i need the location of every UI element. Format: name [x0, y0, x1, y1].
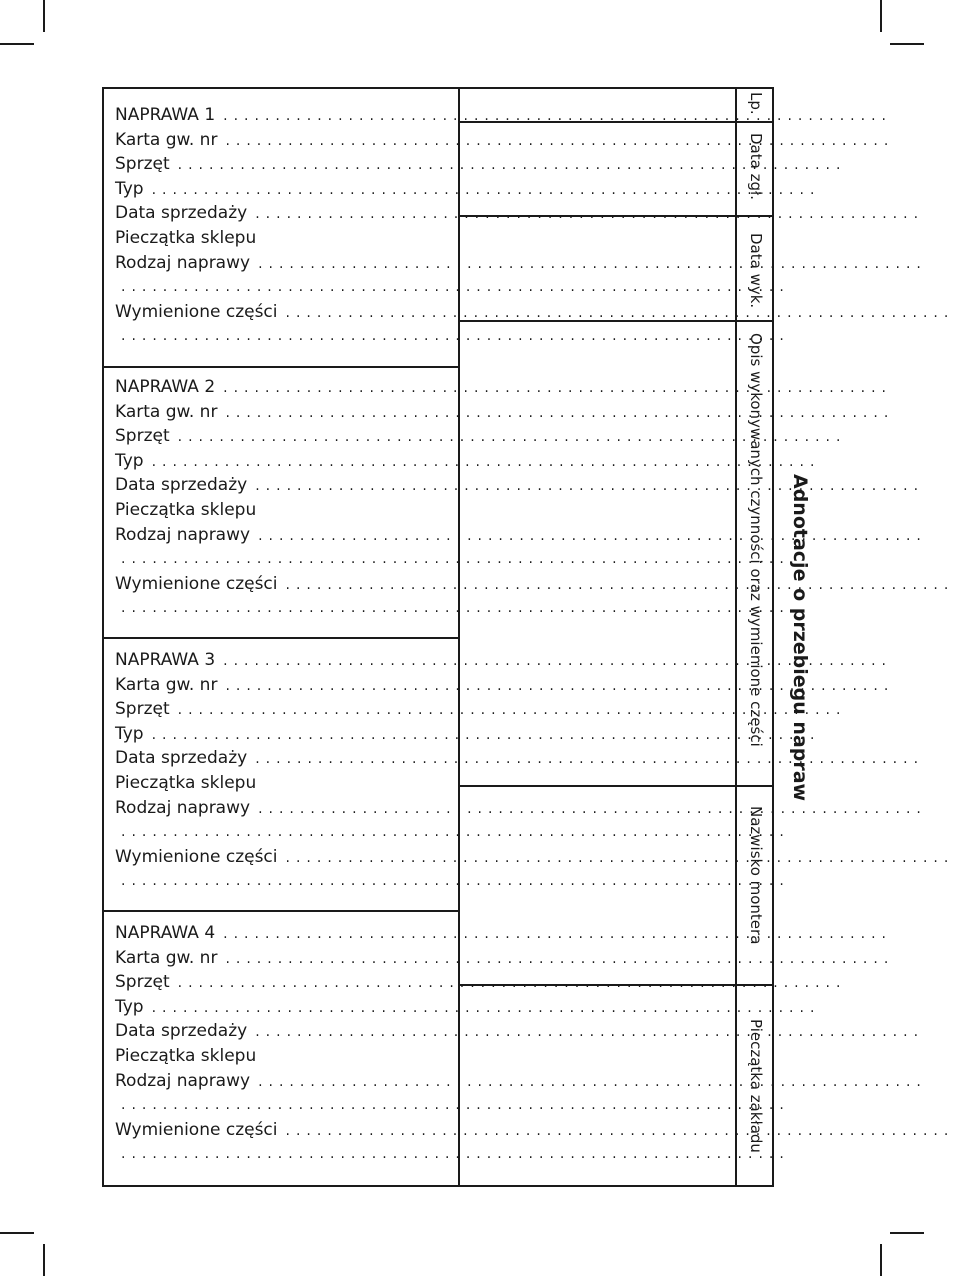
repair-heading	[115, 921, 892, 946]
replaced-parts-field-label: Wymienione części	[115, 846, 278, 867]
repair-type-continuation[interactable]	[115, 275, 790, 300]
repair-heading-label: NAPRAWA 3	[115, 650, 216, 670]
type-field-label: Typ	[115, 178, 144, 199]
shop-stamp-field	[115, 1044, 418, 1069]
type-field-label: Typ	[115, 996, 144, 1017]
type-field	[115, 995, 821, 1020]
shop-stamp-field	[115, 226, 418, 251]
dot-leader[interactable]: ................................................................	[285, 849, 954, 866]
dot-leader[interactable]: ................................................................	[285, 1122, 954, 1139]
column-label-opis: Opis wykonywanych czynności oraz wymienione części	[747, 333, 765, 747]
repair-type-continuation[interactable]	[115, 547, 790, 572]
type-field-label: Typ	[115, 723, 144, 744]
crop-mark	[0, 1232, 34, 1234]
dot-leader[interactable]: ................................................................	[177, 429, 847, 446]
replaced-parts-field-label: Wymienione części	[115, 1119, 278, 1140]
replaced-parts-continuation[interactable]	[115, 324, 790, 349]
dot-leader[interactable]: ................................................................	[225, 950, 895, 967]
dot-leader[interactable]: ................................................................	[121, 1146, 790, 1163]
repair-divider	[102, 910, 459, 912]
dot-leader[interactable]: ................................................................	[225, 404, 895, 421]
repair-divider	[102, 637, 459, 639]
sale-date-field-label: Data sprzedaży	[115, 475, 248, 496]
dot-leader[interactable]: ................................................................	[121, 600, 790, 617]
repair-type-field-label: Rodzaj naprawy	[115, 1070, 251, 1091]
replaced-parts-field	[115, 300, 954, 325]
dot-leader[interactable]: ................................................................	[225, 132, 895, 149]
shop-stamp-field-label: Pieczątka sklepu	[115, 228, 257, 248]
dot-leader[interactable]: ................................................................	[121, 824, 790, 841]
repair-type-continuation[interactable]	[115, 820, 790, 845]
sale-date-field	[115, 201, 925, 226]
warranty-card-field-label: Karta gw. nr	[115, 129, 218, 150]
sale-date-field-label: Data sprzedaży	[115, 1021, 248, 1042]
crop-mark	[43, 0, 45, 32]
dot-leader[interactable]: ................................................................	[258, 255, 927, 272]
dot-leader[interactable]: ................................................................	[121, 328, 790, 345]
dot-leader[interactable]: ................................................................	[151, 726, 821, 743]
warranty-card-field	[115, 128, 895, 153]
type-field	[115, 449, 821, 474]
equipment-field-label: Sprzęt	[115, 699, 170, 720]
shop-stamp-field-label: Pieczątka sklepu	[115, 773, 257, 793]
type-field	[115, 722, 821, 747]
dot-leader[interactable]: ................................................................	[177, 975, 847, 992]
repair-type-continuation[interactable]	[115, 1093, 790, 1118]
type-field	[115, 177, 821, 202]
crop-mark	[890, 1232, 924, 1234]
shop-stamp-field	[115, 498, 418, 523]
dot-leader[interactable]: ................................................................	[258, 527, 927, 544]
equipment-field	[115, 152, 847, 177]
shop-stamp-field-label: Pieczątka sklepu	[115, 1046, 257, 1066]
dot-leader[interactable]: ................................................................	[121, 1097, 790, 1114]
dot-leader[interactable]: ................................................................	[255, 206, 925, 223]
dot-leader[interactable]: ................................................................	[151, 181, 821, 198]
replaced-parts-field	[115, 1118, 954, 1143]
crop-mark	[890, 43, 924, 45]
dot-leader[interactable]: ................................................................	[255, 751, 925, 768]
repair-type-field	[115, 523, 927, 548]
repair-type-field-label: Rodzaj naprawy	[115, 252, 251, 273]
repair-heading	[115, 375, 892, 400]
warranty-card-field	[115, 673, 895, 698]
dot-leader[interactable]: ................................................................	[285, 576, 954, 593]
dot-leader[interactable]: ................................................................	[121, 873, 790, 890]
dot-leader[interactable]: ................................................................	[258, 1073, 927, 1090]
crop-mark	[880, 0, 882, 32]
sale-date-field	[115, 1019, 925, 1044]
crop-mark	[0, 43, 34, 45]
dot-leader[interactable]: ................................................................	[121, 551, 790, 568]
sale-date-field-label: Data sprzedaży	[115, 748, 248, 769]
warranty-card-field-label: Karta gw. nr	[115, 401, 218, 422]
dot-leader[interactable]: ................................................................	[223, 653, 892, 669]
replaced-parts-field-label: Wymienione części	[115, 301, 278, 322]
warranty-card-field-label: Karta gw. nr	[115, 947, 218, 968]
replaced-parts-continuation[interactable]	[115, 1142, 790, 1167]
repair-type-field-label: Rodzaj naprawy	[115, 524, 251, 545]
dot-leader[interactable]: ................................................................	[255, 478, 925, 495]
equipment-field-label: Sprzęt	[115, 972, 170, 993]
dot-leader[interactable]: ................................................................	[151, 999, 821, 1016]
sale-date-field	[115, 746, 925, 771]
crop-mark	[43, 1244, 45, 1276]
row-divider	[458, 785, 774, 787]
dot-leader[interactable]: ................................................................	[225, 677, 895, 694]
type-field-label: Typ	[115, 450, 144, 471]
crop-mark	[880, 1244, 882, 1276]
dot-leader[interactable]: ................................................................	[223, 380, 892, 396]
column-label-lp: Lp.	[747, 92, 765, 115]
column-label-data-wyk: Data wyk.	[747, 233, 765, 309]
repair-heading	[115, 648, 892, 673]
column-label-data-zgl: Data zgł.	[747, 133, 765, 201]
repair-heading-label: NAPRAWA 2	[115, 377, 216, 397]
repair-heading-label: NAPRAWA 1	[115, 105, 216, 125]
replaced-parts-continuation[interactable]	[115, 869, 790, 894]
equipment-field	[115, 424, 847, 449]
replaced-parts-continuation[interactable]	[115, 596, 790, 621]
warranty-card-field-label: Karta gw. nr	[115, 674, 218, 695]
warranty-card-field	[115, 400, 895, 425]
dot-leader[interactable]: ................................................................	[177, 157, 847, 174]
page-title: Adnotacje o przebiegu napraw	[789, 474, 811, 802]
dot-leader[interactable]: ................................................................	[177, 702, 847, 719]
shop-stamp-field-label: Pieczątka sklepu	[115, 500, 257, 520]
repair-type-field	[115, 251, 927, 276]
replaced-parts-field-label: Wymienione części	[115, 573, 278, 594]
warranty-card-field	[115, 946, 895, 971]
sale-date-field-label: Data sprzedaży	[115, 203, 248, 224]
repair-type-field	[115, 796, 927, 821]
dot-leader[interactable]: ................................................................	[223, 926, 892, 942]
repair-heading-label: NAPRAWA 4	[115, 923, 216, 943]
dot-leader[interactable]: ................................................................	[121, 279, 790, 296]
column-label-nazwisko: Nazwisko montera	[747, 806, 765, 945]
dot-leader[interactable]: ................................................................	[285, 304, 954, 321]
equipment-field	[115, 697, 847, 722]
sale-date-field	[115, 473, 925, 498]
repair-type-field-label: Rodzaj naprawy	[115, 797, 251, 818]
repair-divider	[102, 366, 459, 368]
equipment-field-label: Sprzęt	[115, 426, 170, 447]
dot-leader[interactable]: ................................................................	[151, 453, 821, 470]
dot-leader[interactable]: ................................................................	[255, 1024, 925, 1041]
equipment-field-label: Sprzęt	[115, 154, 170, 175]
equipment-field	[115, 970, 847, 995]
replaced-parts-field	[115, 572, 954, 597]
dot-leader[interactable]: ................................................................	[223, 108, 892, 124]
repair-type-field	[115, 1069, 927, 1094]
dot-leader[interactable]: ................................................................	[258, 800, 927, 817]
replaced-parts-field	[115, 845, 954, 870]
shop-stamp-field	[115, 771, 418, 796]
column-label-pieczatka: Pieczątka zakładu	[747, 1019, 765, 1153]
